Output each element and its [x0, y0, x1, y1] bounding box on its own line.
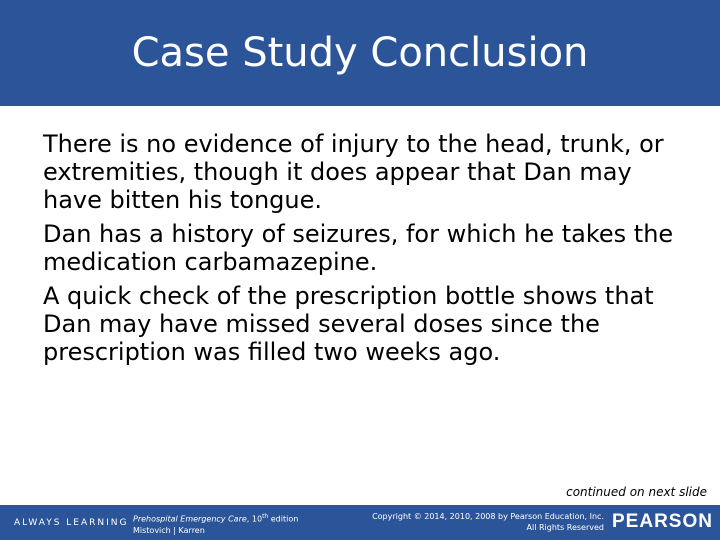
book-edition-sep: ,	[246, 514, 252, 524]
title-bar	[0, 0, 720, 106]
paragraph-prescription: A quick check of the prescription bottle shows that Dan may have missed several doses since the prescription was filled two weeks ago.	[43, 282, 654, 366]
copyright-line-1: Copyright © 2014, 2010, 2008 by Pearson Education, Inc.	[372, 512, 604, 521]
continued-note: continued on next slide	[566, 485, 707, 499]
slide-body	[43, 130, 693, 372]
paragraph-seizure-history: Dan has a history of seizures, for which he takes the medication carbamazepine.	[43, 220, 674, 276]
pearson-logo: PEARSON	[612, 511, 713, 532]
book-title-line	[133, 511, 298, 525]
footer-bar	[0, 505, 720, 540]
book-edition-word: edition	[268, 514, 299, 524]
book-edition-suffix: th	[262, 513, 269, 520]
always-learning-tagline: ALWAYS LEARNING	[14, 518, 129, 528]
book-title: Prehospital Emergency Care	[133, 514, 247, 524]
book-authors: Mistovich | Karren	[133, 525, 205, 535]
copyright-line-2: All Rights Reserved	[526, 523, 604, 532]
book-info	[133, 511, 298, 536]
slide-title: Case Study Conclusion	[131, 30, 589, 76]
paragraph-injury: There is no evidence of injury to the head, trunk, or extremities, though it does appear that Dan may have bitten his tongue.	[43, 130, 664, 214]
copyright-notice	[330, 511, 604, 533]
book-edition-number: 10	[251, 514, 263, 524]
